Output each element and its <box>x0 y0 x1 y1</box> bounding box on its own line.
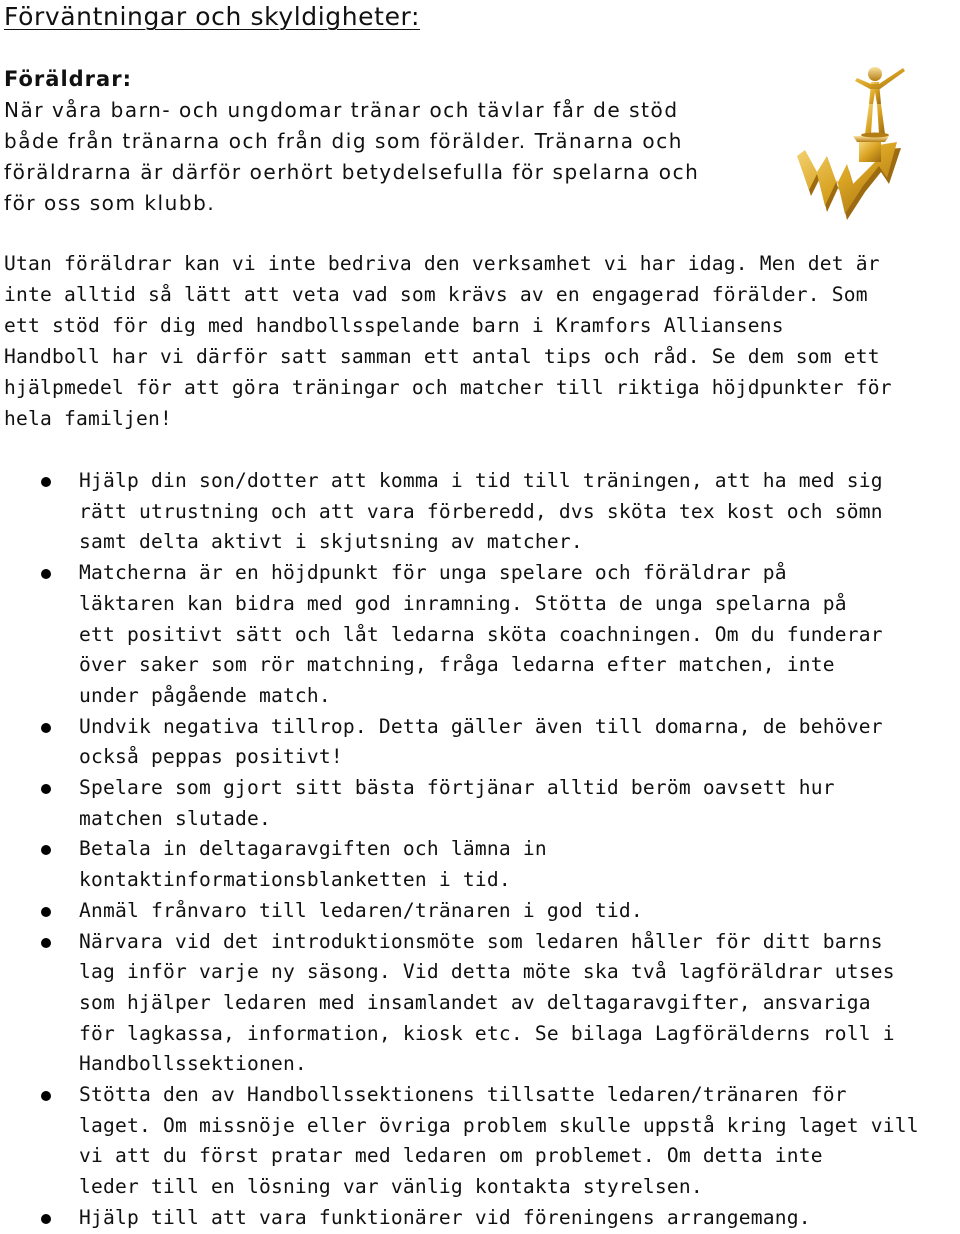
intro-line: När våra barn- och ungdomar tränar och tävlar får de stöd <box>4 98 679 122</box>
section-heading-parents: Föräldrar: <box>4 67 132 91</box>
list-item-line: matchen slutade. <box>79 806 271 830</box>
bullet-dot-icon <box>41 907 51 917</box>
figure-head-shape <box>868 67 882 81</box>
bullet-dot-icon <box>41 784 51 794</box>
list-item-line: Stötta den av Handbollssektionens tillsatte ledaren/tränaren för <box>79 1083 847 1107</box>
list-item-line: vi att du först pratar med ledaren om problemet. Om detta inte <box>79 1144 823 1168</box>
bullet-dot-icon <box>41 569 51 579</box>
list-item-line: lag inför varje ny säsong. Vid detta möte ska två lagföräldrar utses <box>79 960 895 984</box>
list-item <box>0 466 960 558</box>
list-item <box>0 558 960 712</box>
list-item-line: över saker som rör matchning, fråga ledarna efter matchen, inte <box>79 653 835 677</box>
list-item-line: Matcherna är en höjdpunkt för unga spelare och föräldrar på <box>79 561 787 585</box>
list-item-line: Spelare som gjort sitt bästa förtjänar alltid beröm oavsett hur <box>79 776 835 800</box>
list-item <box>0 834 960 895</box>
pedestal-shape <box>859 142 881 162</box>
list-item-line: Anmäl frånvaro till ledaren/tränaren i god tid. <box>79 898 643 922</box>
list-item-line: läktaren kan bidra med god inramning. Stötta de unga spelarna på <box>79 591 847 615</box>
intro-line: för oss som klubb. <box>4 191 216 215</box>
list-item-line: ett positivt sätt och låt ledarna sköta coachningen. Om du funderar <box>79 622 883 646</box>
bullet-dot-icon <box>41 938 51 948</box>
list-item <box>0 896 960 927</box>
bullet-dot-icon <box>41 723 51 733</box>
gold-figure-on-rising-arrow-icon <box>793 62 923 222</box>
paragraph-line: Utan föräldrar kan vi inte bedriva den verksamhet vi har idag. Men det är <box>4 252 880 275</box>
list-item-line: som hjälper ledaren med insamlandet av deltagaravgifter, ansvariga <box>79 990 871 1014</box>
list-item-line: under pågående match. <box>79 683 331 707</box>
bullet-dot-icon <box>41 845 51 855</box>
list-item <box>0 712 960 773</box>
list-item-line: samt delta aktivt i skjutsning av matcher. <box>79 530 583 554</box>
rising-arrow-shape <box>797 142 897 214</box>
paragraph-line: hjälpmedel för att göra träningar och matcher till riktiga höjdpunkter för <box>4 376 892 399</box>
list-item <box>0 773 960 834</box>
bullet-dot-icon <box>41 1091 51 1101</box>
bullet-dot-icon <box>41 1214 51 1224</box>
tips-list <box>0 466 960 1234</box>
paragraph-line: inte alltid så lätt att veta vad som krävs av en engagerad förälder. Som <box>4 283 868 306</box>
figure-legs-shape <box>865 104 885 134</box>
list-item-line: Närvara vid det introduktionsmöte som ledaren håller för ditt barns <box>79 929 883 953</box>
list-item-line: Hjälp till att vara funktionärer vid föreningens arrangemang. <box>79 1205 811 1229</box>
paragraph-line: ett stöd för dig med handbollsspelande barn i Kramfors Alliansens <box>4 314 784 337</box>
list-item-line: för lagkassa, information, kiosk etc. Se bilaga Lagförälderns roll i <box>79 1021 895 1045</box>
bullet-dot-icon <box>41 477 51 487</box>
paragraph-line: hela familjen! <box>4 407 172 430</box>
intro-paragraph <box>4 95 794 219</box>
list-item-line: Betala in deltagaravgiften och lämna in <box>79 837 547 861</box>
intro-line: föräldrarna är därför oerhört betydelsefulla för spelarna och <box>4 160 700 184</box>
list-item-line: kontaktinformationsblanketten i tid. <box>79 868 511 892</box>
list-item <box>0 1203 960 1234</box>
list-item-line: leder till en lösning var vänlig kontakta styrelsen. <box>79 1175 703 1199</box>
page-title: Förväntningar och skyldigheter: <box>4 2 421 31</box>
body-paragraph <box>4 248 959 434</box>
intro-line: både från tränarna och från dig som förälder. Tränarna och <box>4 129 683 153</box>
list-item-line: Handbollssektionen. <box>79 1052 307 1076</box>
list-item <box>0 927 960 1081</box>
list-item-line: Undvik negativa tillrop. Detta gäller även till domarna, de behöver <box>79 714 883 738</box>
figure-feet-shape <box>861 133 889 138</box>
list-item-line: laget. Om missnöje eller övriga problem skulle uppstå kring laget vill <box>79 1113 919 1137</box>
paragraph-line: Handboll har vi därför satt samman ett antal tips och råd. Se dem som ett <box>4 345 880 368</box>
list-item-line: Hjälp din son/dotter att komma i tid till träningen, att ha med sig <box>79 469 883 492</box>
list-item-line: också peppas positivt! <box>79 745 343 769</box>
list-item-line: rätt utrustning och att vara förberedd, dvs sköta tex kost och sömn <box>79 499 883 523</box>
list-item <box>0 1080 960 1203</box>
